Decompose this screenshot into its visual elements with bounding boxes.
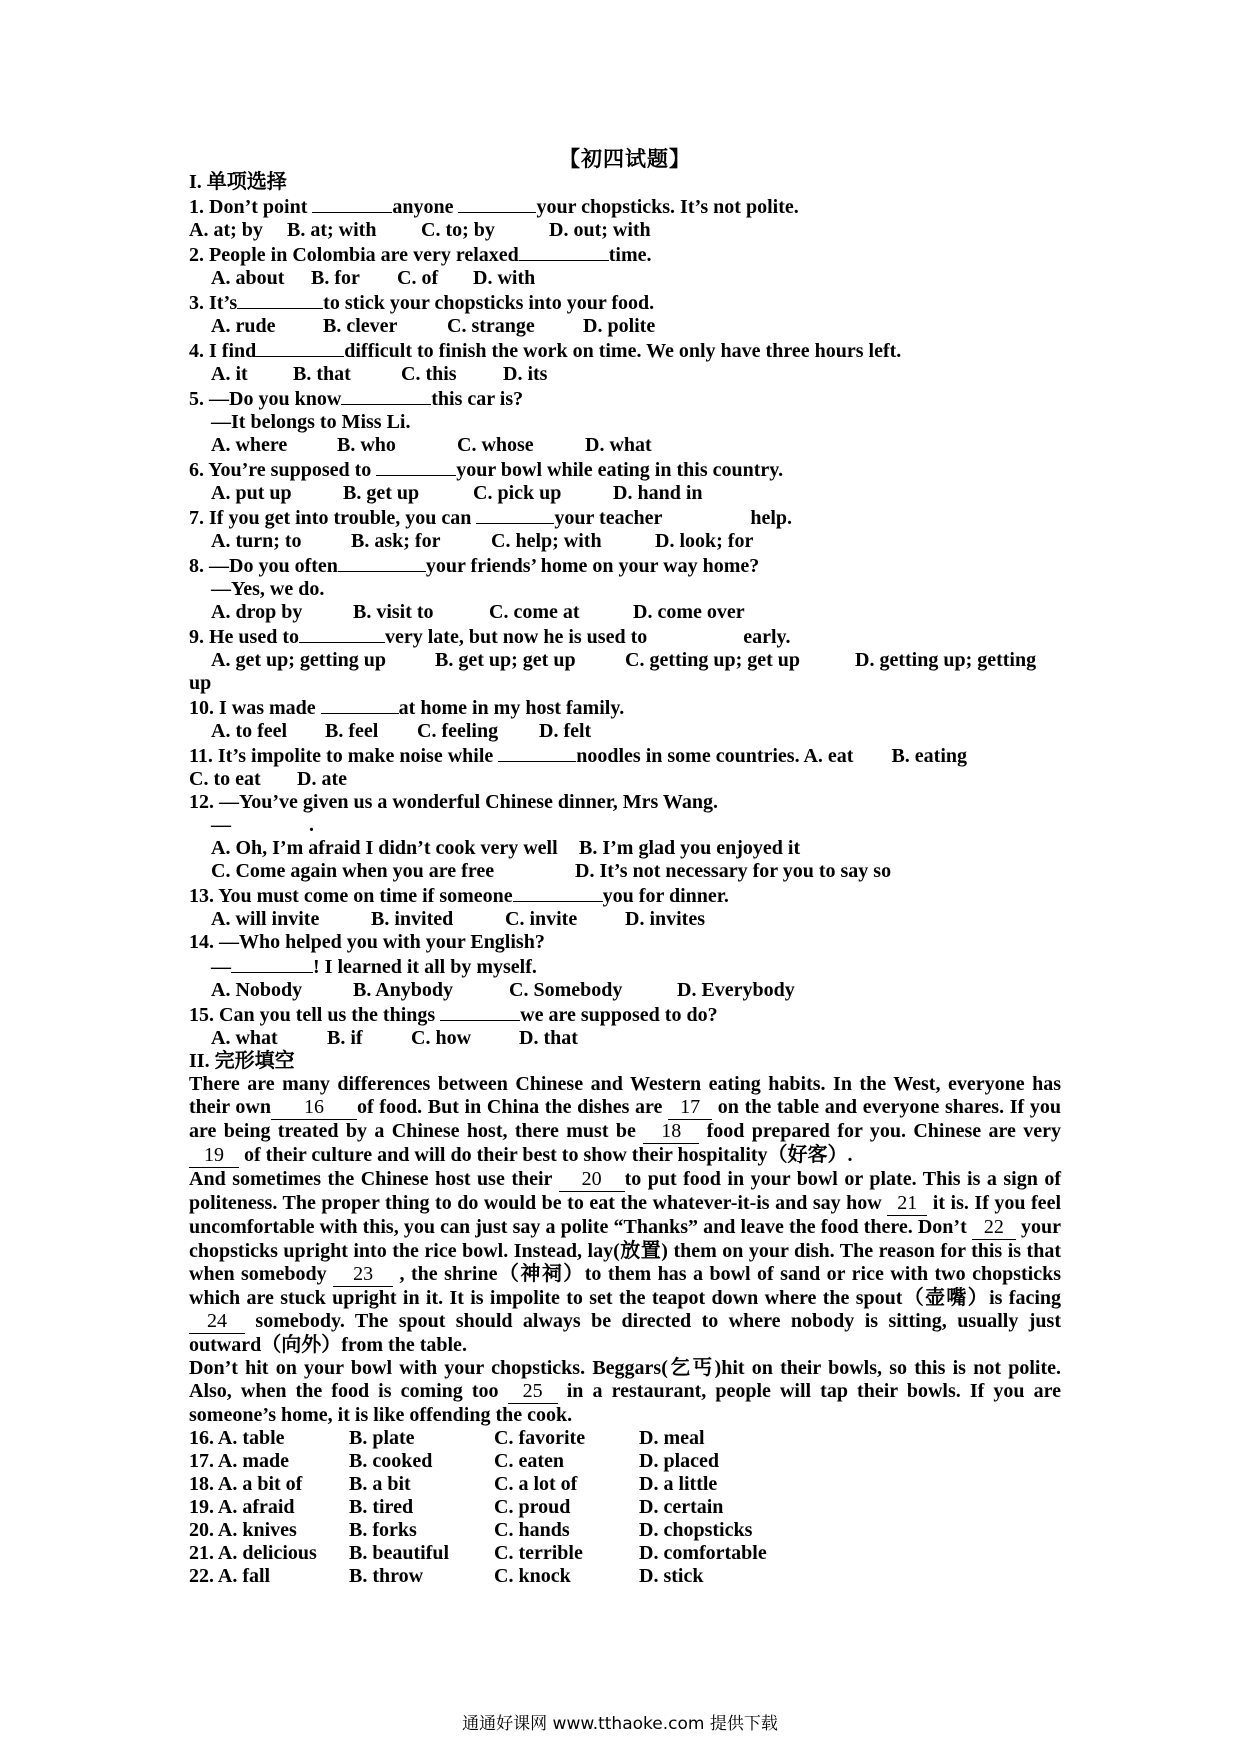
question-9-option-wrap: up bbox=[189, 672, 212, 694]
answer-blank bbox=[519, 242, 609, 261]
question-13-options: A. will invite B. invited C. invite D. invites bbox=[211, 908, 705, 930]
cloze-blank-17: 17 bbox=[668, 1096, 712, 1120]
question-7-options: A. turn; to B. ask; for C. help; with D. look; for bbox=[211, 530, 754, 552]
answer-blank bbox=[338, 553, 426, 572]
cloze-option-row: 17. A. made B. cooked C. eaten D. placed bbox=[189, 1450, 719, 1472]
question-12-reply: — . bbox=[211, 814, 314, 836]
question-4: 4. I find difficult to finish the work on time. We only have three hours left. bbox=[189, 340, 902, 362]
question-10: 10. I was made at home in my host family. bbox=[189, 697, 625, 719]
answer-blank bbox=[513, 883, 603, 902]
question-12: 12. —You’ve given us a wonderful Chinese dinner, Mrs Wang. bbox=[189, 791, 718, 813]
question-11: 11. It’s impolite to make noise while noodles in some countries. A. eat B. eating bbox=[189, 745, 968, 767]
question-11-options: C. to eat D. ate bbox=[189, 768, 347, 790]
question-5-reply: —It belongs to Miss Li. bbox=[211, 411, 411, 433]
page-title: 【初四试题】 bbox=[559, 147, 691, 171]
answer-blank bbox=[237, 290, 323, 309]
question-5-options: A. where B. who C. whose D. what bbox=[211, 434, 652, 456]
question-2: 2. People in Colombia are very relaxed time. bbox=[189, 244, 652, 266]
cloze-option-row: 22. A. fall B. throw C. knock D. stick bbox=[189, 1565, 704, 1587]
exam-page bbox=[189, 148, 1061, 1588]
question-14-reply: — ! I learned it all by myself. bbox=[211, 956, 537, 978]
answer-blank bbox=[321, 695, 399, 714]
cloze-option-row: 16. A. table B. plate C. favorite D. meal bbox=[189, 1427, 705, 1449]
cloze-blank-23: 23 bbox=[333, 1263, 393, 1287]
question-12-options-ab: A. Oh, I’m afraid I didn’t cook very well B. I’m glad you enjoyed it bbox=[211, 837, 801, 859]
question-9: 9. He used to very late, but now he is used to early. bbox=[189, 626, 791, 648]
page-footer: 通通好课网 www.tthaoke.com 提供下载 bbox=[462, 1714, 778, 1734]
cloze-blank-24: 24 bbox=[189, 1310, 245, 1334]
cloze-blank-20: 20 bbox=[559, 1168, 625, 1192]
answer-blank bbox=[476, 505, 554, 524]
cloze-blank-18: 18 bbox=[643, 1120, 699, 1144]
question-3-options: A. rude B. clever C. strange D. polite bbox=[211, 315, 656, 337]
answer-blank bbox=[231, 954, 313, 973]
cloze-option-row: 20. A. knives B. forks C. hands D. chopsticks bbox=[189, 1519, 753, 1541]
question-12-options-cd: C. Come again when you are free D. It’s not necessary for you to say so bbox=[211, 860, 892, 882]
question-1: 1. Don’t point anyone your chopsticks. It’s not polite. bbox=[189, 196, 799, 218]
question-6: 6. You’re supposed to your bowl while eating in this country. bbox=[189, 459, 784, 481]
answer-blank bbox=[341, 386, 431, 405]
answer-blank bbox=[256, 338, 344, 357]
section-heading-cloze: II. 完形填空 bbox=[189, 1050, 295, 1072]
question-14: 14. —Who helped you with your English? bbox=[189, 931, 545, 953]
question-9-options: A. get up; getting up B. get up; get up C. getting up; get up D. getting up; getting bbox=[211, 649, 1037, 671]
question-15: 15. Can you tell us the things we are supposed to do? bbox=[189, 1004, 718, 1026]
question-1-options: A. at; by B. at; with C. to; by D. out; with bbox=[189, 219, 651, 241]
cloze-paragraph-2: And sometimes the Chinese host use their 20 to put food in your bowl or plate. This is a sign of politeness. The proper thing to do would be to eat the whatever-it-is and say how 21 it is. If you feel uncomfortable with this, you can just say a polite “Thanks” and leave the food there. Don’t 22 your chopsticks upright into the rice bowl. Instead, lay(放置) them on your dish. The reason for this is that when somebody 23 , the shrine（神祠）to them has a bowl of sand or rice with two chopsticks which are stuck upright in it. It is impolite to set the teapot down where the spout（壶嘴）is facing 24 somebody. The spout should always be directed to where nobody is sitting, usually just outward（向外）from the table. bbox=[189, 1168, 1062, 1356]
question-14-options: A. Nobody B. Anybody C. Somebody D. Everybody bbox=[211, 979, 795, 1001]
question-3: 3. It’s to stick your chopsticks into your food. bbox=[189, 292, 655, 314]
question-4-options: A. it B. that C. this D. its bbox=[211, 363, 548, 385]
answer-blank bbox=[299, 624, 385, 643]
cloze-options bbox=[189, 1427, 1061, 1588]
cloze-blank-16: 16 bbox=[271, 1096, 357, 1120]
question-7: 7. If you get into trouble, you can your teacher help. bbox=[189, 507, 793, 529]
answer-blank bbox=[312, 194, 392, 213]
cloze-option-row: 21. A. delicious B. beautiful C. terrible D. comfortable bbox=[189, 1542, 767, 1564]
answer-blank bbox=[458, 194, 536, 213]
question-8-options: A. drop by B. visit to C. come at D. come over bbox=[211, 601, 745, 623]
question-2-options: A. about B. for C. of D. with bbox=[211, 267, 536, 289]
question-5: 5. —Do you know this car is? bbox=[189, 388, 524, 410]
question-10-options: A. to feel B. feel C. feeling D. felt bbox=[211, 720, 592, 742]
cloze-paragraph-3: Don’t hit on your bowl with your chopsticks. Beggars(乞丐)hit on their bowls, so this is not polite. Also, when the food is coming too 25 in a restaurant, people will tap their bowls. If you are someone’s home, it is like offending the cook. bbox=[189, 1357, 1061, 1426]
section-heading-single-choice: I. 单项选择 bbox=[189, 171, 287, 193]
answer-blank bbox=[440, 1002, 520, 1021]
cloze-blank-25: 25 bbox=[508, 1380, 558, 1404]
cloze-option-row: 18. A. a bit of B. a bit C. a lot of D. a little bbox=[189, 1473, 718, 1495]
question-8-reply: —Yes, we do. bbox=[211, 578, 325, 600]
answer-blank bbox=[376, 457, 456, 476]
cloze-blank-22: 22 bbox=[972, 1216, 1016, 1240]
answer-blank bbox=[498, 743, 576, 762]
cloze-option-row: 19. A. afraid B. tired C. proud D. certain bbox=[189, 1496, 724, 1518]
question-6-options: A. put up B. get up C. pick up D. hand in bbox=[211, 482, 703, 504]
question-15-options: A. what B. if C. how D. that bbox=[211, 1027, 578, 1049]
cloze-blank-21: 21 bbox=[887, 1192, 927, 1216]
cloze-blank-19: 19 bbox=[189, 1144, 239, 1168]
question-13: 13. You must come on time if someone you for dinner. bbox=[189, 885, 729, 907]
question-8: 8. —Do you often your friends’ home on your way home? bbox=[189, 555, 760, 577]
cloze-paragraph-1: There are many differences between Chinese and Western eating habits. In the West, everyone has their own 16 of food. But in China the dishes are 17 on the table and everyone shares. If you are being treated by a Chinese host, there must be 18 food prepared for you. Chinese are very19 of their culture and will do their best to show their hospitality（好客）. bbox=[189, 1073, 1062, 1166]
